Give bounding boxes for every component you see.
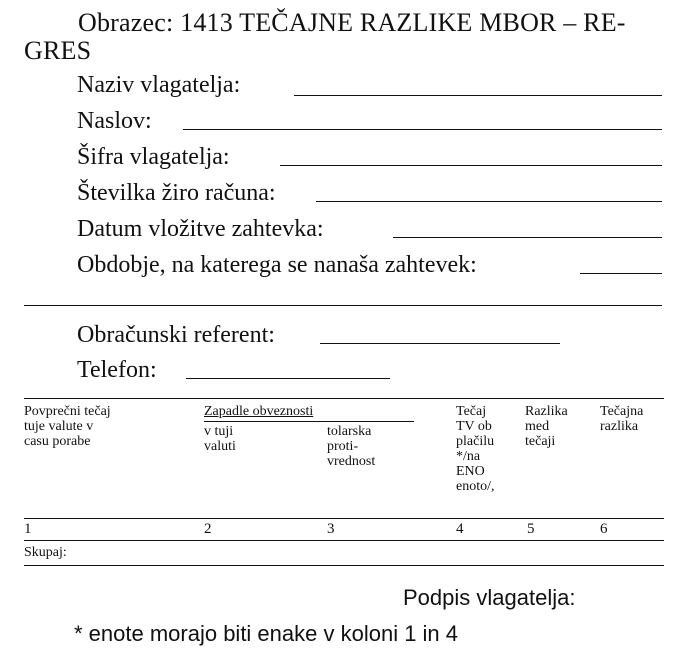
period-label: Obdobje, na katerega se nanaša zahtevek: bbox=[77, 252, 477, 278]
table-header-foreign-currency: v tuji valuti bbox=[204, 424, 236, 454]
submission-date-label: Datum vložitve zahtevka: bbox=[77, 216, 324, 242]
table-header-rule bbox=[24, 518, 664, 519]
column-number: 4 bbox=[456, 521, 464, 537]
account-number-line[interactable] bbox=[316, 201, 662, 202]
column-number: 3 bbox=[327, 521, 335, 537]
column-number: 5 bbox=[527, 521, 535, 537]
accounting-clerk-label: Obračunski referent: bbox=[77, 322, 275, 348]
footnote: * enote morajo biti enake v koloni 1 in 4 bbox=[74, 621, 459, 646]
period-line-2[interactable] bbox=[24, 305, 662, 306]
column-number: 1 bbox=[24, 521, 32, 537]
total-label: Skupaj: bbox=[24, 545, 67, 560]
phone-label: Telefon: bbox=[77, 357, 157, 383]
address-line[interactable] bbox=[183, 129, 662, 130]
table-header-rate-at-payment: Tečaj TV ob plačilu */na ENO enoto/, bbox=[456, 404, 495, 494]
accounting-clerk-line[interactable] bbox=[320, 343, 560, 344]
column-number: 2 bbox=[204, 521, 212, 537]
table-header-due-obligations: Zapadle obveznosti bbox=[204, 404, 314, 419]
applicant-code-label: Šifra vlagatelja: bbox=[77, 144, 230, 170]
address-label: Naslov: bbox=[77, 108, 152, 134]
submission-date-line[interactable] bbox=[393, 237, 662, 238]
table-header-tolar-equivalent: tolarska proti- vrednost bbox=[327, 424, 376, 469]
table-top-rule bbox=[24, 398, 664, 399]
applicant-name-line[interactable] bbox=[294, 95, 662, 96]
signature-label: Podpis vlagatelja: bbox=[403, 585, 576, 610]
form-title-line2: GRES bbox=[24, 36, 92, 65]
table-header-exchange-difference: Tečajna razlika bbox=[600, 404, 644, 434]
account-number-label: Številka žiro računa: bbox=[77, 180, 276, 206]
table-bottom-rule bbox=[24, 565, 664, 566]
table-numbers-rule bbox=[24, 540, 664, 541]
table-header-avg-rate: Povprečni tečaj tuje valute v casu porabe bbox=[24, 404, 111, 449]
phone-line[interactable] bbox=[186, 378, 390, 379]
applicant-name-label: Naziv vlagatelja: bbox=[77, 72, 241, 98]
applicant-code-line[interactable] bbox=[280, 165, 662, 166]
group-underline bbox=[204, 421, 414, 422]
period-line-1[interactable] bbox=[580, 273, 662, 274]
column-number: 6 bbox=[600, 521, 608, 537]
form-title-line1: Obrazec: 1413 TEČAJNE RAZLIKE MBOR – RE- bbox=[78, 8, 626, 37]
table-header-rate-difference: Razlika med tečaji bbox=[525, 404, 568, 449]
